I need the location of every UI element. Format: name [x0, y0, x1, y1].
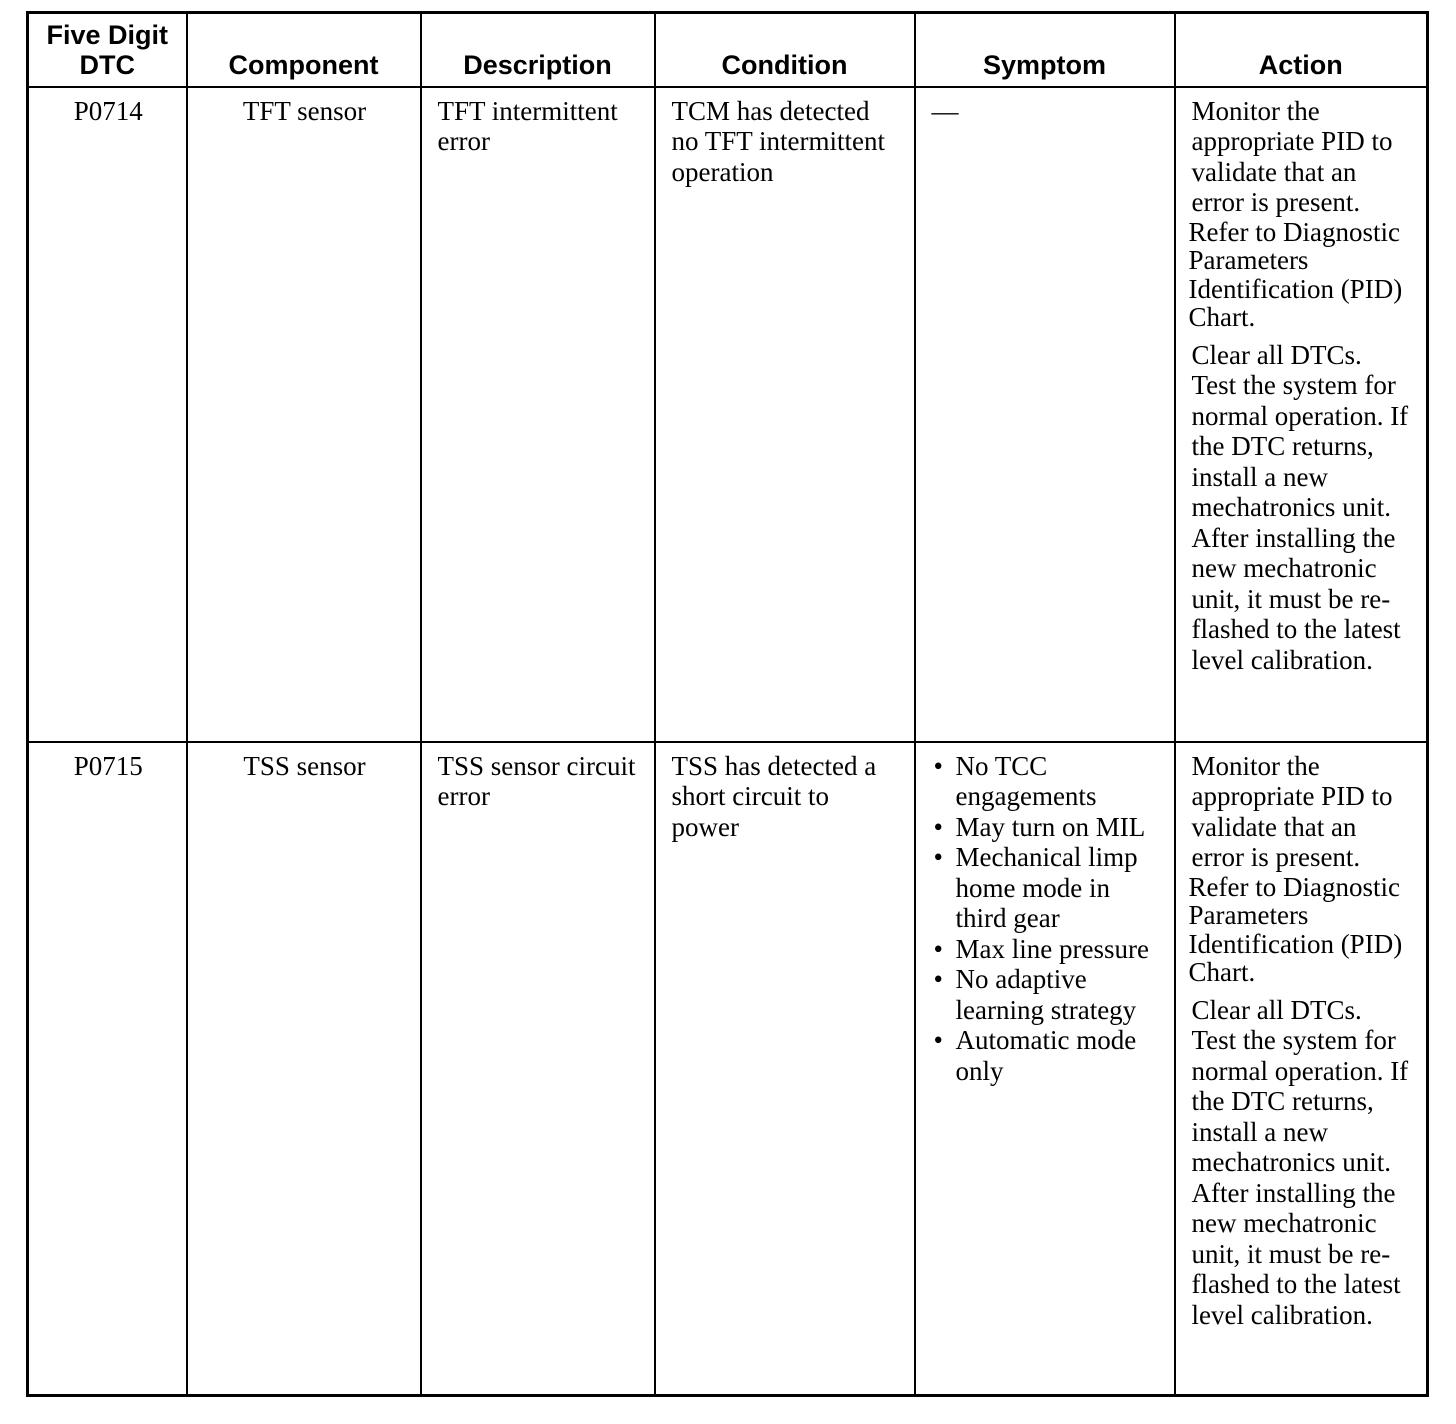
symptom-item: • May turn on MIL — [932, 812, 1160, 843]
symptom-item: • Automatic mode only — [932, 1025, 1160, 1086]
dtc-cell: P0714 — [28, 87, 187, 742]
symptom-item: • No TCC engagements — [932, 751, 1160, 812]
header-dtc-line2: DTC — [79, 49, 135, 80]
dtc-cell: P0715 — [28, 742, 187, 1396]
table-header-row — [28, 13, 1428, 87]
header-symptom: Symptom — [915, 13, 1175, 87]
symptom-item: • Mechanical limp home mode in third gear — [932, 842, 1160, 934]
action-refer-text: Refer to Diagnostic Parameters Identification (PID) Chart. — [1188, 216, 1403, 332]
symptom-cell: — — [915, 87, 1175, 742]
header-dtc — [28, 13, 187, 87]
action-cell — [1175, 87, 1428, 742]
table-row — [28, 87, 1428, 742]
action-monitor-text: Monitor the appropriate PID to validate that an error is present. — [1191, 95, 1393, 217]
symptom-item: • No adaptive learning strategy — [932, 964, 1160, 1025]
action-clear-text: Clear all DTCs. Test the system for normal operation. If the DTC returns, install a new mechatronics unit. After installing the new mechatronic unit, it must be re-flashed to the latest level calibration. — [1191, 994, 1409, 1330]
condition-cell: TSS has detected a short circuit to power — [655, 742, 915, 1396]
header-description: Description — [421, 13, 655, 87]
dtc-table-container — [26, 11, 1426, 1397]
description-cell: TSS sensor circuit error — [421, 742, 655, 1396]
action-monitor-text: Monitor the appropriate PID to validate that an error is present. — [1191, 750, 1393, 872]
header-component: Component — [187, 13, 421, 87]
symptom-cell — [915, 742, 1175, 1396]
condition-cell: TCM has detected no TFT intermittent operation — [655, 87, 915, 742]
table-row — [28, 742, 1428, 1396]
header-action: Action — [1175, 13, 1428, 87]
component-cell: TFT sensor — [187, 87, 421, 742]
action-refer-text: Refer to Diagnostic Parameters Identification (PID) Chart. — [1188, 871, 1403, 987]
header-dtc-line1: Five Digit — [46, 19, 168, 50]
component-cell: TSS sensor — [187, 742, 421, 1396]
symptom-item: • Max line pressure — [932, 934, 1160, 965]
description-cell: TFT intermittent error — [421, 87, 655, 742]
dtc-table — [26, 11, 1429, 1397]
symptom-list — [932, 751, 1160, 1087]
action-cell — [1175, 742, 1428, 1396]
header-condition: Condition — [655, 13, 915, 87]
action-clear-text: Clear all DTCs. Test the system for normal operation. If the DTC returns, install a new mechatronics unit. After installing the new mechatronic unit, it must be re-flashed to the latest level calibration. — [1191, 339, 1409, 675]
